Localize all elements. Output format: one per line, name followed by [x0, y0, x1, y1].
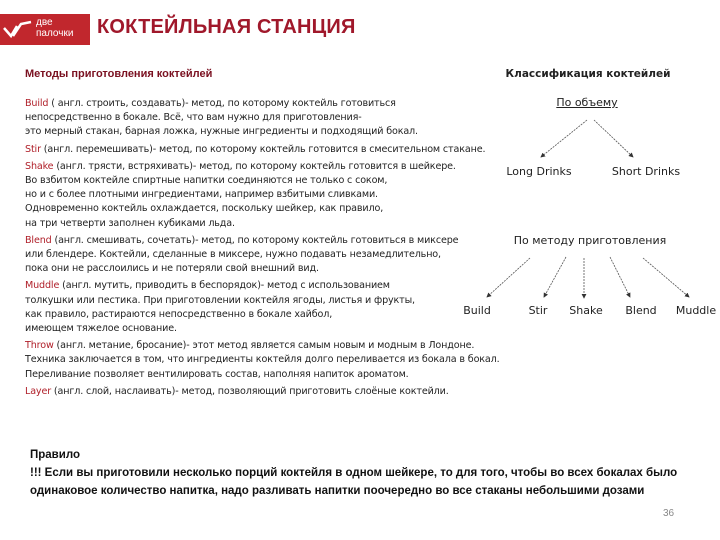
arrow: [487, 258, 530, 297]
arrow: [610, 257, 630, 297]
logo-text: палочки: [36, 28, 74, 39]
method-description: Техника заключается в том, что ингредиенты коктейля долго переливается из бокала в бокал.: [25, 354, 500, 366]
arrow: [544, 257, 566, 297]
rule-box: [30, 446, 710, 500]
method-description: толкушки или пестика. При приготовлении коктейля ягоды, листья и фрукты,: [25, 294, 415, 306]
diagram-item: Shake: [569, 304, 603, 317]
method-name: Blend: [25, 234, 52, 246]
method-description: или блендере. Коктейли, сделанные в миксере, нужно подавать незамедлительно,: [25, 249, 441, 261]
method-description: как правило, растираются непосредственно в бокале хайбол,: [25, 308, 333, 320]
method-description: ( англ. строить, создавать)- метод, по которому коктейль готовиться: [48, 98, 396, 109]
diagram-item: Blend: [625, 304, 657, 317]
method-description: на три четверти заполнен кубиками льда.: [25, 217, 235, 229]
method-description: (англ. перемешивать)- метод, по которому коктейль готовится в смесительном стакане.: [40, 143, 486, 155]
page-number: 36: [663, 508, 675, 519]
method-name: Build: [25, 98, 49, 109]
arrow: [594, 120, 633, 157]
method-name: Layer: [25, 385, 51, 397]
arrow: [643, 258, 689, 297]
diagram-category-method: По методу приготовления: [513, 234, 667, 247]
method-description: но и с более плотными ингредиентами, например взбитыми сливками.: [25, 189, 378, 201]
method-description: Во взбитом коктейле спиртные напитки соединяются не только с соком,: [25, 175, 388, 187]
diagram-item: Short Drinks: [611, 165, 681, 178]
arrow: [541, 120, 587, 157]
method-description: (англ. слой, наслаивать)- метод, позволяющий приготовить слоёные коктейли.: [51, 385, 449, 397]
method-description: (англ. метание, бросание)- этот метод является самым новым и модным в Лондоне.: [53, 340, 475, 352]
diagram-item: Stir: [528, 304, 548, 317]
method-description: пока они не расслоились и не потеряли свой внешний вид.: [25, 263, 319, 275]
diagram-category-volume: По объему: [556, 96, 618, 109]
method-description: имеющем тяжелое основание.: [25, 323, 177, 335]
method-description: Одновременно коктейль охлаждается, поскольку шейкер, как правило,: [25, 203, 384, 215]
diagram-item: Build: [463, 304, 491, 317]
method-description: это мерный стакан, барная ложка, нужные ингредиенты и подходящий бокал.: [25, 126, 418, 138]
method-name: Shake: [25, 160, 54, 172]
method-name: Stir: [25, 143, 41, 155]
diagram-item: Long Drinks: [506, 165, 572, 178]
method-description: (англ. мутить, приводить в беспорядок)- метод с использованием: [59, 280, 390, 292]
diagram-item: Muddle: [675, 304, 717, 317]
method-description: непосредственно в бокале. Всё, что вам нужно для приготовления-: [25, 112, 362, 124]
logo-text: две: [36, 17, 53, 28]
slide-title: КОКТЕЙЛЬНАЯ СТАНЦИЯ: [97, 16, 356, 38]
method-name: Throw: [25, 340, 54, 352]
diagram-title: Классификация коктейлей: [505, 68, 671, 80]
method-description: (англ. смешивать, сочетать)- метод, по которому коктейль готовиться в миксере: [51, 234, 459, 246]
rule-heading: Правило: [30, 449, 81, 461]
section-heading: Методы приготовления коктейлей: [25, 68, 213, 80]
method-description: Переливание позволяет вентилировать состав, наполняя напиток ароматом.: [25, 368, 409, 380]
method-description: (англ. трясти, встряхивать)- метод, по которому коктейль готовится в шейкере.: [53, 160, 456, 172]
method-name: Muddle: [25, 280, 60, 292]
rule-text: !!! Если вы приготовили несколько порций коктейля в одном шейкере, то для того, чтобы во всех бокалах было одинаковое количество напитка, надо разливать напитки поочередно во все стаканы небольшими дозами: [30, 467, 678, 497]
